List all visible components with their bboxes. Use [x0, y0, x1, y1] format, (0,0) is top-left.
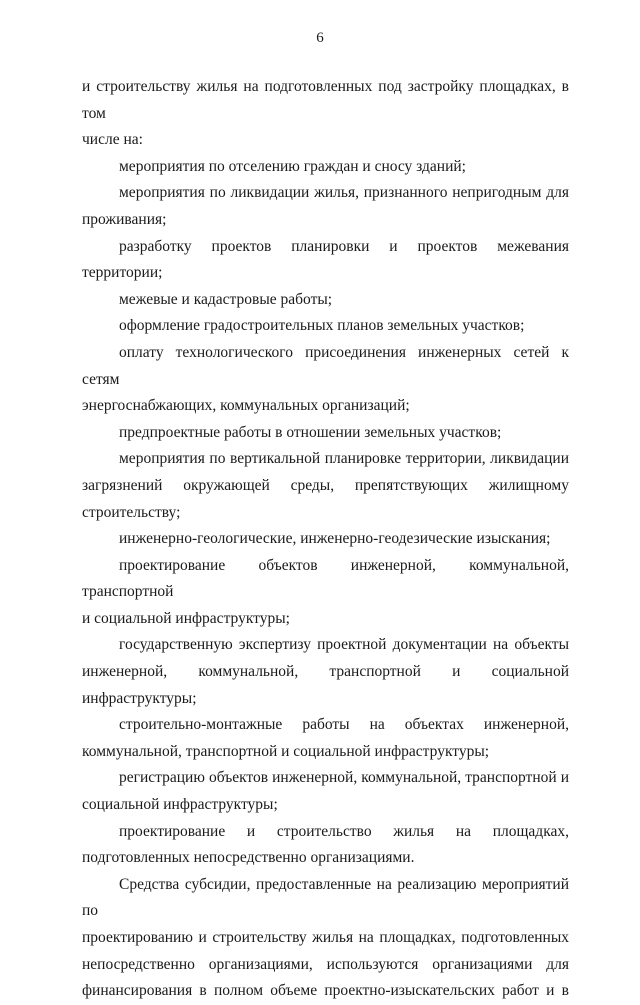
text-line: коммунальной, транспортной и социальной инфраструктуры;: [82, 742, 490, 760]
text-line: социальной инфраструктуры;: [82, 796, 278, 814]
text-line: загрязнений окружающей среды, препятствующих жилищному: [82, 476, 569, 494]
text-line: энергоснабжающих, коммунальных организаций;: [82, 397, 410, 415]
text-line: предпроектные работы в отношении земельных участков;: [119, 423, 502, 441]
text-line: межевые и кадастровые работы;: [119, 290, 333, 308]
text-line: подготовленных непосредственно организациями.: [82, 849, 415, 867]
text-line: строительно-монтажные работы на объектах инженерной,: [119, 716, 569, 734]
text-line: финансирования в полном объеме проектно-изыскательских работ и в: [82, 982, 569, 1000]
text-line: государственную экспертизу проектной документации на объекты: [119, 636, 569, 654]
text-line: строительству;: [82, 503, 181, 521]
text-line: числе на:: [82, 131, 143, 149]
text-line: проектирование и строительство жилья на площадках,: [119, 822, 569, 840]
text-line: оформление градостроительных планов земельных участков;: [119, 317, 525, 335]
text-line: непосредственно организациями, используются организациями для: [82, 955, 569, 973]
text-line: проектированию и строительству жилья на площадках, подготовленных: [82, 929, 569, 946]
text-line: мероприятия по отселению граждан и сносу зданий;: [119, 157, 466, 175]
text-line: разработку проектов планировки и проектов межевания территории;: [82, 237, 569, 282]
text-line: оплату технологического присоединения инженерных сетей к сетям: [82, 343, 569, 388]
text-line: и строительству жилья на подготовленных под застройку площадках, в том: [82, 78, 569, 122]
text-line: и социальной инфраструктуры;: [82, 609, 290, 627]
document-body: [82, 74, 569, 1005]
text-line: регистрацию объектов инженерной, коммунальной, транспортной и: [119, 769, 569, 787]
text-line: мероприятия по ликвидации жилья, признанного непригодным для: [119, 184, 569, 202]
text-line: инженерной, коммунальной, транспортной и социальной инфраструктуры;: [82, 663, 569, 707]
text-line: мероприятия по вертикальной планировке территории, ликвидации: [119, 450, 569, 468]
text-line: проживания;: [82, 210, 167, 228]
text-line: проектирование объектов инженерной, коммунальной, транспортной: [82, 556, 569, 601]
text-line: Средства субсидии, предоставленные на реализацию мероприятий по: [82, 875, 569, 920]
text-line: инженерно-геологические, инженерно-геодезические изыскания;: [119, 530, 551, 548]
page-number: 6: [316, 30, 324, 46]
